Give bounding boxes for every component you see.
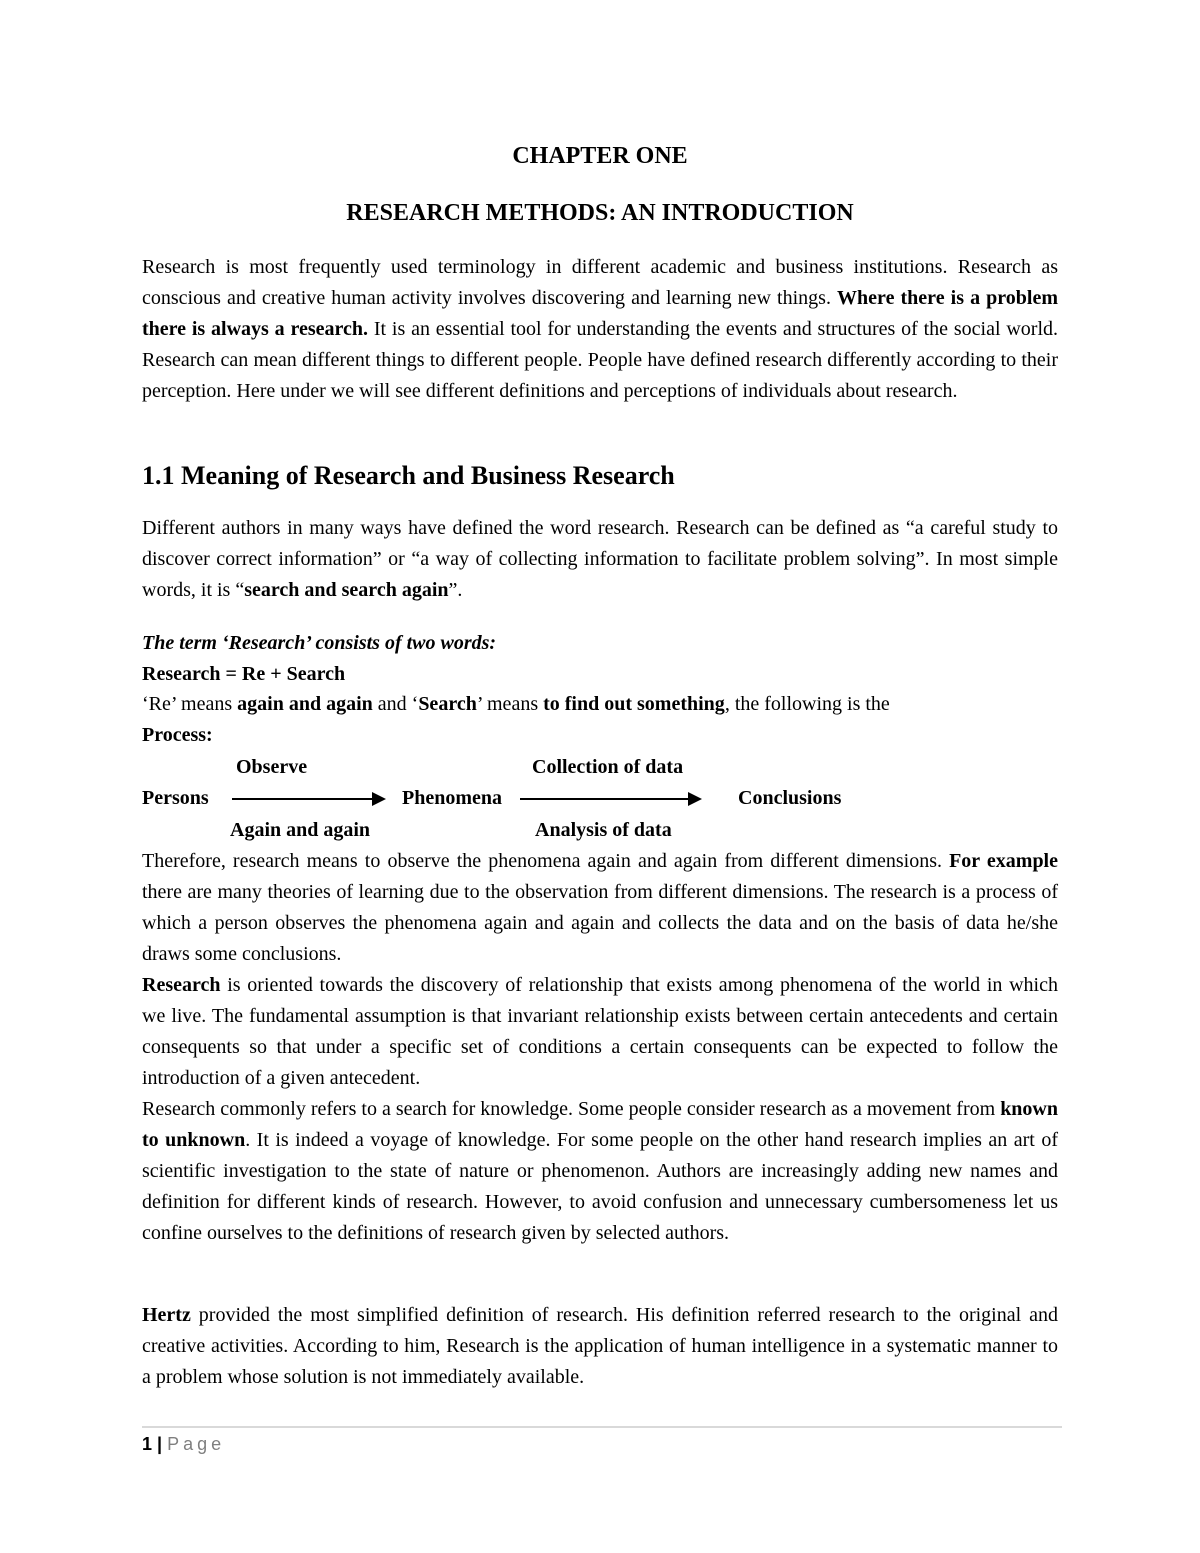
- term-bold-3: to find out something: [543, 693, 725, 715]
- term-text-3: ’ means: [476, 693, 544, 715]
- footer-divider: [142, 1426, 1062, 1428]
- meaning-paragraph: [142, 513, 1058, 606]
- diagram-phenomena: Phenomena: [402, 787, 502, 809]
- term-bold-1: again and again: [237, 693, 373, 715]
- commonly-paragraph: [142, 1094, 1058, 1249]
- meaning-text-1: Different authors in many ways have defined the word research. Research can be defined as “a careful study to discover correct information” or “a way of collecting information to facilitate problem solving”. In most simple words, it is “: [142, 517, 1058, 602]
- page-number: 1: [142, 1434, 153, 1454]
- intro-paragraph: [142, 252, 1058, 407]
- process-label: Process:: [142, 724, 213, 746]
- therefore-text-1: Therefore, research means to observe the phenomena again and again from different dimensions.: [142, 850, 950, 872]
- arrow-right-icon: [232, 798, 384, 800]
- diagram-again: Again and again: [230, 819, 371, 841]
- meaning-text-2: ”.: [448, 579, 463, 602]
- hertz-paragraph: [142, 1300, 1058, 1393]
- commonly-bold: known to unknown: [142, 1098, 1058, 1152]
- diagram-observe: Observe: [236, 756, 308, 778]
- commonly-text-1: Research commonly refers to a search for knowledge. Some people consider research as a movement from: [142, 1098, 1001, 1120]
- therefore-bold: For example: [949, 850, 1058, 872]
- chapter-title: RESEARCH METHODS: AN INTRODUCTION: [346, 200, 854, 226]
- page-footer: [142, 1431, 225, 1457]
- hertz-text: provided the most simplified definition of research. His definition referred research to the original and creative activities. According to him, Research is the application of human intelligence in a systematic manner to a problem whose solution is not immediately available.: [142, 1304, 1058, 1389]
- term-equation: Research = Re + Search: [142, 663, 346, 685]
- meaning-bold: search and search again: [244, 579, 449, 602]
- page-label: Page: [167, 1434, 226, 1454]
- section-heading: 1.1 Meaning of Research and Business Research: [142, 461, 675, 490]
- term-text-1: ‘Re’ means: [142, 693, 238, 715]
- diagram-persons: Persons: [142, 787, 209, 809]
- term-bold-2: Search: [418, 693, 477, 715]
- term-text-4: , the following is the: [724, 693, 890, 715]
- oriented-text: is oriented towards the discovery of relationship that exists among phenomena of the world in which we live. The fundamental assumption is that invariant relationship exists between certain antecedents and certain consequents so that under a specific set of conditions a certain consequents can be expected to follow the introduction of a given antecedent.: [142, 974, 1058, 1090]
- diagram-conclusions: Conclusions: [738, 787, 842, 809]
- intro-text-1: Research is most frequently used terminology in different academic and business institutions. Research as conscious and creative human activity involves discovering and learning new things.: [142, 256, 1058, 310]
- term-explanation: [142, 689, 890, 720]
- diagram-collection: Collection of data: [532, 756, 684, 778]
- arrow-right-icon: [520, 798, 700, 800]
- term-text-2: and ‘: [372, 693, 419, 715]
- intro-text-2: It is an essential tool for understanding the events and structures of the social world. Research can mean different things to different people. People have defined research differently according to their perception. Here under we will see different definitions and perceptions of individuals about research.: [142, 318, 1059, 403]
- hertz-bold: Hertz: [142, 1304, 191, 1326]
- intro-bold: Where there is a problem there is always a research.: [142, 287, 1059, 341]
- oriented-paragraph: [142, 970, 1058, 1094]
- page-separator: |: [152, 1434, 168, 1454]
- commonly-text-2: . It is indeed a voyage of knowledge. For some people on the other hand research implies an art of scientific investigation to the state of nature or phenomenon. Authors are increasingly adding new names and definition for different kinds of research. However, to avoid confusion and unnecessary cumbersomeness let us confine ourselves to the definitions of research given by selected authors.: [142, 1129, 1058, 1245]
- therefore-text-2: there are many theories of learning due to the observation from different dimensions. The research is a process of which a person observes the phenomena again and again and collects the data and on the basis of data he/she draws some conclusions.: [142, 881, 1058, 966]
- oriented-bold: Research: [142, 974, 221, 996]
- term-heading: The term ‘Research’ consists of two words:: [142, 632, 497, 654]
- chapter-heading: CHAPTER ONE: [512, 143, 688, 169]
- diagram-analysis: Analysis of data: [535, 819, 672, 841]
- therefore-paragraph: [142, 846, 1058, 970]
